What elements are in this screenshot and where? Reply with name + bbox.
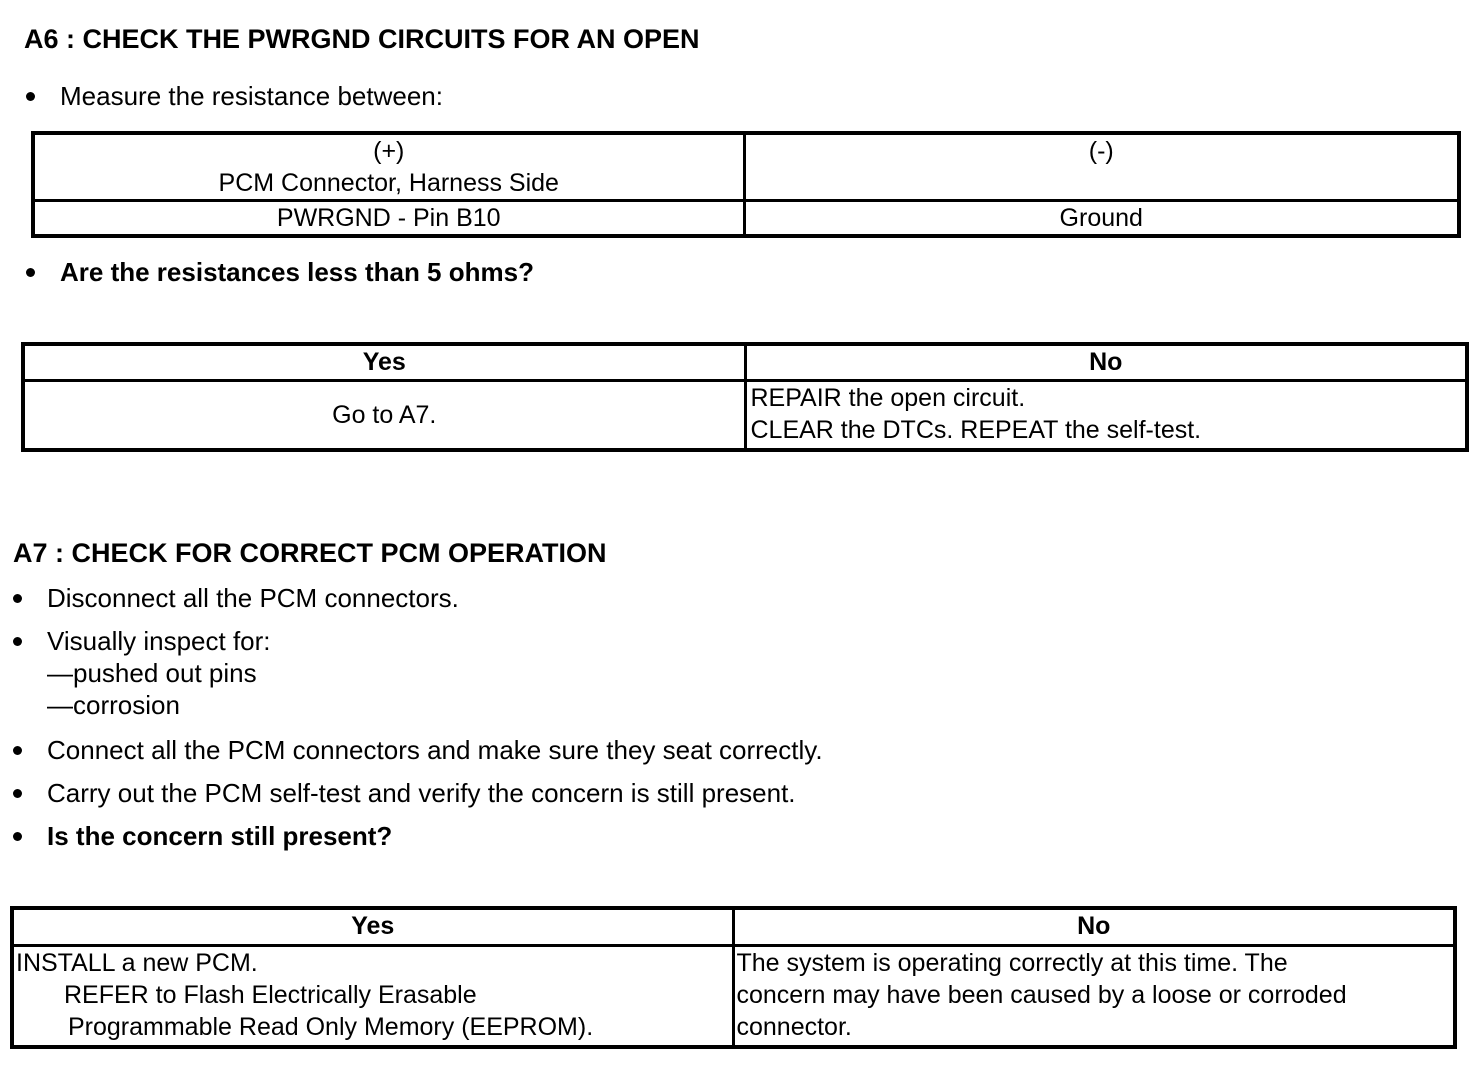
a6-heading: A6 : CHECK THE PWRGND CIRCUITS FOR AN OPEN: [24, 24, 700, 54]
no-line: connector.: [736, 1012, 852, 1041]
a6-measure-table: [31, 131, 1461, 238]
bullet-icon: [13, 594, 22, 603]
bullet-text: Visually inspect for:: [47, 626, 271, 656]
bullet-icon: [13, 746, 22, 755]
yes-header: Yes: [23, 344, 745, 380]
table-row: [12, 945, 1455, 1047]
no-cell: [745, 380, 1467, 450]
yes-line: Programmable Read Only Memory (EEPROM).: [68, 1012, 594, 1041]
no-line: The system is operating correctly at this time. The: [736, 948, 1288, 977]
bullet-text: Measure the resistance between:: [60, 81, 443, 111]
bullet-text: Disconnect all the PCM connectors.: [47, 583, 459, 613]
yes-header: Yes: [12, 908, 733, 945]
bullet-text: Connect all the PCM connectors and make sure they seat correctly.: [47, 735, 823, 765]
bullet-text: Carry out the PCM self-test and verify the concern is still present.: [47, 778, 796, 808]
a7-bullet-selftest: [13, 777, 1013, 809]
yes-cell: Go to A7.: [23, 380, 745, 450]
inspect-item: —pushed out pins: [47, 658, 257, 688]
a7-answer-table: [10, 906, 1457, 1049]
a7-bullet-inspect: [13, 625, 913, 721]
a7-bullet-disconnect: [13, 582, 913, 614]
table-row: [23, 344, 1467, 380]
inspect-item: —corrosion: [47, 690, 180, 720]
bullet-icon: [26, 92, 35, 101]
yes-line: INSTALL a new PCM.: [16, 948, 258, 977]
table-row: [33, 133, 1459, 201]
no-line: REPAIR the open circuit.: [750, 383, 1026, 412]
a7-heading: A7 : CHECK FOR CORRECT PCM OPERATION: [13, 538, 607, 568]
bullet-icon: [13, 637, 22, 646]
no-header: No: [733, 908, 1455, 945]
minus-header: (-): [1088, 137, 1114, 165]
a7-bullet-connect: [13, 734, 1013, 766]
minus-header-cell: [744, 133, 1459, 201]
table-row: [33, 201, 1459, 237]
yes-cell: [12, 945, 733, 1047]
no-line: CLEAR the DTCs. REPEAT the self-test.: [750, 415, 1202, 444]
plus-subheader: PCM Connector, Harness Side: [218, 169, 559, 197]
table-row: [12, 908, 1455, 945]
inspect-block: [47, 625, 271, 721]
bullet-icon: [13, 832, 22, 841]
yes-line: REFER to Flash Electrically Erasable: [64, 980, 477, 1009]
a6-question: [26, 256, 726, 288]
no-line: concern may have been caused by a loose or corroded: [736, 980, 1347, 1009]
question-text: Is the concern still present?: [47, 821, 393, 851]
plus-header: (+): [373, 137, 405, 165]
table-row: [23, 380, 1467, 450]
plus-value-cell: PWRGND - Pin B10: [33, 201, 744, 237]
a6-answer-table: [21, 342, 1469, 452]
no-header: No: [745, 344, 1467, 380]
plus-header-cell: [33, 133, 744, 201]
bullet-icon: [26, 268, 35, 277]
no-cell: [733, 945, 1455, 1047]
question-text: Are the resistances less than 5 ohms?: [60, 257, 534, 287]
a6-bullet-measure: [26, 80, 726, 112]
bullet-icon: [13, 789, 22, 798]
a7-question: [13, 820, 913, 852]
minus-value-cell: Ground: [744, 201, 1459, 237]
